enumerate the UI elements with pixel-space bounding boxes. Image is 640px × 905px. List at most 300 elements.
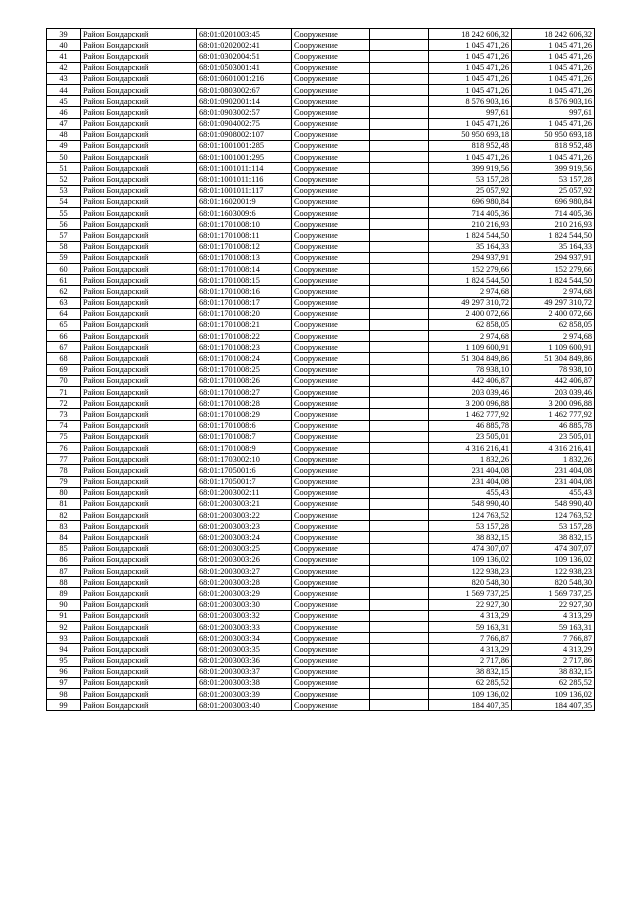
empty-cell — [370, 84, 429, 95]
cadastral-number-cell: 68:01:2003003:39 — [197, 689, 292, 700]
district-cell: Район Бондарский — [81, 532, 197, 543]
value-cell: 8 576 903,16 — [429, 96, 512, 107]
empty-cell — [370, 40, 429, 51]
empty-cell — [370, 286, 429, 297]
row-number: 54 — [47, 196, 81, 207]
table-row — [47, 219, 595, 230]
object-type-cell: Сооружение — [292, 107, 370, 118]
value-cell: 294 937,91 — [429, 252, 512, 263]
cadastral-number-cell: 68:01:1701008:25 — [197, 364, 292, 375]
table-row — [47, 196, 595, 207]
table-row — [47, 554, 595, 565]
cadastral-number-cell: 68:01:2003003:37 — [197, 666, 292, 677]
empty-cell — [370, 677, 429, 688]
value-cell-2: 474 307,07 — [512, 543, 595, 554]
value-cell: 152 279,66 — [429, 263, 512, 274]
value-cell-2: 50 950 693,18 — [512, 129, 595, 140]
table-row — [47, 319, 595, 330]
row-number: 99 — [47, 700, 81, 711]
value-cell: 399 919,56 — [429, 163, 512, 174]
value-cell-2: 2 717,86 — [512, 655, 595, 666]
value-cell-2: 2 974,68 — [512, 286, 595, 297]
value-cell: 4 313,29 — [429, 610, 512, 621]
empty-cell — [370, 420, 429, 431]
value-cell: 184 407,35 — [429, 700, 512, 711]
table-row — [47, 677, 595, 688]
district-cell: Район Бондарский — [81, 196, 197, 207]
district-cell: Район Бондарский — [81, 140, 197, 151]
row-number: 79 — [47, 476, 81, 487]
cadastral-number-cell: 68:01:1701008:11 — [197, 230, 292, 241]
district-cell: Район Бондарский — [81, 666, 197, 677]
value-cell-2: 59 163,31 — [512, 621, 595, 632]
cadastral-number-cell: 68:01:1701008:15 — [197, 275, 292, 286]
value-cell: 23 505,01 — [429, 431, 512, 442]
object-type-cell: Сооружение — [292, 689, 370, 700]
value-cell: 51 304 849,86 — [429, 353, 512, 364]
row-number: 93 — [47, 633, 81, 644]
cadastral-number-cell: 68:01:1701008:13 — [197, 252, 292, 263]
row-number: 59 — [47, 252, 81, 263]
empty-cell — [370, 174, 429, 185]
district-cell: Район Бондарский — [81, 554, 197, 565]
empty-cell — [370, 566, 429, 577]
value-cell: 474 307,07 — [429, 543, 512, 554]
value-cell-2: 1 824 544,50 — [512, 275, 595, 286]
object-type-cell: Сооружение — [292, 577, 370, 588]
row-number: 57 — [47, 230, 81, 241]
object-type-cell: Сооружение — [292, 40, 370, 51]
empty-cell — [370, 644, 429, 655]
cadastral-number-cell: 68:01:1703002:10 — [197, 454, 292, 465]
value-cell: 62 285,52 — [429, 677, 512, 688]
object-type-cell: Сооружение — [292, 308, 370, 319]
row-number: 42 — [47, 62, 81, 73]
row-number: 77 — [47, 454, 81, 465]
row-number: 87 — [47, 566, 81, 577]
empty-cell — [370, 588, 429, 599]
row-number: 72 — [47, 398, 81, 409]
empty-cell — [370, 621, 429, 632]
cadastral-number-cell: 68:01:1701008:16 — [197, 286, 292, 297]
table-row — [47, 297, 595, 308]
row-number: 92 — [47, 621, 81, 632]
value-cell-2: 78 938,10 — [512, 364, 595, 375]
district-cell: Район Бондарский — [81, 40, 197, 51]
district-cell: Район Бондарский — [81, 29, 197, 40]
value-cell: 1 045 471,26 — [429, 40, 512, 51]
row-number: 53 — [47, 185, 81, 196]
value-cell-2: 210 216,93 — [512, 219, 595, 230]
value-cell: 1 462 777,92 — [429, 409, 512, 420]
empty-cell — [370, 73, 429, 84]
value-cell: 442 406,87 — [429, 375, 512, 386]
table-row — [47, 521, 595, 532]
row-number: 66 — [47, 331, 81, 342]
table-row — [47, 107, 595, 118]
table-row — [47, 442, 595, 453]
district-cell: Район Бондарский — [81, 588, 197, 599]
cadastral-number-cell: 68:01:0302004:51 — [197, 51, 292, 62]
object-type-cell: Сооружение — [292, 353, 370, 364]
value-cell: 78 938,10 — [429, 364, 512, 375]
cadastral-number-cell: 68:01:0601001:216 — [197, 73, 292, 84]
object-type-cell: Сооружение — [292, 398, 370, 409]
object-type-cell: Сооружение — [292, 543, 370, 554]
empty-cell — [370, 476, 429, 487]
value-cell: 46 885,78 — [429, 420, 512, 431]
cadastral-number-cell: 68:01:1701008:20 — [197, 308, 292, 319]
row-number: 73 — [47, 409, 81, 420]
empty-cell — [370, 364, 429, 375]
row-number: 82 — [47, 510, 81, 521]
value-cell-2: 109 136,02 — [512, 554, 595, 565]
empty-cell — [370, 454, 429, 465]
empty-cell — [370, 375, 429, 386]
row-number: 48 — [47, 129, 81, 140]
value-cell: 109 136,02 — [429, 689, 512, 700]
value-cell: 1 824 544,50 — [429, 230, 512, 241]
value-cell-2: 4 313,29 — [512, 644, 595, 655]
empty-cell — [370, 208, 429, 219]
cadastral-number-cell: 68:01:1701008:26 — [197, 375, 292, 386]
cadastral-number-cell: 68:01:2003003:23 — [197, 521, 292, 532]
value-cell: 49 297 310,72 — [429, 297, 512, 308]
object-type-cell: Сооружение — [292, 73, 370, 84]
cadastral-number-cell: 68:01:1705001:6 — [197, 465, 292, 476]
empty-cell — [370, 241, 429, 252]
empty-cell — [370, 599, 429, 610]
empty-cell — [370, 230, 429, 241]
cadastral-number-cell: 68:01:1001001:285 — [197, 140, 292, 151]
value-cell: 1 045 471,26 — [429, 152, 512, 163]
row-number: 88 — [47, 577, 81, 588]
table-row — [47, 342, 595, 353]
empty-cell — [370, 331, 429, 342]
cadastral-number-cell: 68:01:2003003:33 — [197, 621, 292, 632]
value-cell-2: 696 980,84 — [512, 196, 595, 207]
table-row — [47, 152, 595, 163]
value-cell-2: 184 407,35 — [512, 700, 595, 711]
row-number: 89 — [47, 588, 81, 599]
value-cell: 1 045 471,26 — [429, 62, 512, 73]
district-cell: Район Бондарский — [81, 353, 197, 364]
value-cell-2: 7 766,87 — [512, 633, 595, 644]
row-number: 91 — [47, 610, 81, 621]
cadastral-number-cell: 68:01:0902001:14 — [197, 96, 292, 107]
empty-cell — [370, 510, 429, 521]
object-type-cell: Сооружение — [292, 230, 370, 241]
value-cell-2: 294 937,91 — [512, 252, 595, 263]
table-row — [47, 610, 595, 621]
object-type-cell: Сооружение — [292, 700, 370, 711]
cadastral-number-cell: 68:01:1701008:27 — [197, 387, 292, 398]
empty-cell — [370, 431, 429, 442]
value-cell: 1 045 471,26 — [429, 118, 512, 129]
object-type-cell: Сооружение — [292, 510, 370, 521]
district-cell: Район Бондарский — [81, 319, 197, 330]
empty-cell — [370, 275, 429, 286]
table-row — [47, 163, 595, 174]
empty-cell — [370, 297, 429, 308]
row-number: 70 — [47, 375, 81, 386]
table-row — [47, 308, 595, 319]
table-row — [47, 543, 595, 554]
value-cell-2: 62 858,05 — [512, 319, 595, 330]
cadastral-number-cell: 68:01:2003002:11 — [197, 487, 292, 498]
value-cell-2: 152 279,66 — [512, 263, 595, 274]
value-cell: 50 950 693,18 — [429, 129, 512, 140]
row-number: 90 — [47, 599, 81, 610]
object-type-cell: Сооружение — [292, 297, 370, 308]
value-cell-2: 1 045 471,26 — [512, 62, 595, 73]
object-type-cell: Сооружение — [292, 498, 370, 509]
district-cell: Район Бондарский — [81, 689, 197, 700]
object-type-cell: Сооружение — [292, 610, 370, 621]
value-cell: 18 242 606,32 — [429, 29, 512, 40]
value-cell: 2 974,68 — [429, 286, 512, 297]
cadastral-number-cell: 68:01:0201003:45 — [197, 29, 292, 40]
value-cell-2: 1 569 737,25 — [512, 588, 595, 599]
empty-cell — [370, 666, 429, 677]
district-cell: Район Бондарский — [81, 129, 197, 140]
value-cell-2: 122 938,23 — [512, 566, 595, 577]
table-row — [47, 398, 595, 409]
district-cell: Район Бондарский — [81, 398, 197, 409]
value-cell-2: 35 164,33 — [512, 241, 595, 252]
property-table — [46, 28, 595, 711]
cadastral-number-cell: 68:01:1701008:12 — [197, 241, 292, 252]
row-number: 45 — [47, 96, 81, 107]
district-cell: Район Бондарский — [81, 51, 197, 62]
value-cell-2: 2 974,68 — [512, 331, 595, 342]
value-cell-2: 18 242 606,32 — [512, 29, 595, 40]
empty-cell — [370, 521, 429, 532]
cadastral-number-cell: 68:01:2003003:40 — [197, 700, 292, 711]
district-cell: Район Бондарский — [81, 498, 197, 509]
cadastral-number-cell: 68:01:2003003:27 — [197, 566, 292, 577]
district-cell: Район Бондарский — [81, 655, 197, 666]
district-cell: Район Бондарский — [81, 331, 197, 342]
cadastral-number-cell: 68:01:1701008:10 — [197, 219, 292, 230]
district-cell: Район Бондарский — [81, 174, 197, 185]
value-cell: 25 057,92 — [429, 185, 512, 196]
district-cell: Район Бондарский — [81, 107, 197, 118]
row-number: 64 — [47, 308, 81, 319]
empty-cell — [370, 442, 429, 453]
row-number: 74 — [47, 420, 81, 431]
object-type-cell: Сооружение — [292, 644, 370, 655]
district-cell: Район Бондарский — [81, 163, 197, 174]
table-row — [47, 532, 595, 543]
empty-cell — [370, 498, 429, 509]
value-cell-2: 231 404,08 — [512, 465, 595, 476]
row-number: 76 — [47, 442, 81, 453]
value-cell-2: 109 136,02 — [512, 689, 595, 700]
table-row — [47, 118, 595, 129]
value-cell-2: 49 297 310,72 — [512, 297, 595, 308]
district-cell: Район Бондарский — [81, 431, 197, 442]
table-row — [47, 375, 595, 386]
value-cell-2: 203 039,46 — [512, 387, 595, 398]
row-number: 47 — [47, 118, 81, 129]
value-cell-2: 25 057,92 — [512, 185, 595, 196]
object-type-cell: Сооружение — [292, 666, 370, 677]
table-row — [47, 588, 595, 599]
object-type-cell: Сооружение — [292, 129, 370, 140]
object-type-cell: Сооружение — [292, 521, 370, 532]
cadastral-number-cell: 68:01:0908002:107 — [197, 129, 292, 140]
empty-cell — [370, 29, 429, 40]
row-number: 50 — [47, 152, 81, 163]
object-type-cell: Сооружение — [292, 252, 370, 263]
value-cell-2: 53 157,28 — [512, 521, 595, 532]
table-row — [47, 599, 595, 610]
table-row — [47, 96, 595, 107]
object-type-cell: Сооружение — [292, 621, 370, 632]
row-number: 56 — [47, 219, 81, 230]
district-cell: Район Бондарский — [81, 219, 197, 230]
value-cell: 38 832,15 — [429, 532, 512, 543]
empty-cell — [370, 62, 429, 73]
table-row — [47, 621, 595, 632]
table-row — [47, 62, 595, 73]
table-row — [47, 454, 595, 465]
table-row — [47, 185, 595, 196]
empty-cell — [370, 342, 429, 353]
value-cell-2: 1 045 471,26 — [512, 118, 595, 129]
value-cell: 53 157,28 — [429, 521, 512, 532]
value-cell-2: 442 406,87 — [512, 375, 595, 386]
object-type-cell: Сооружение — [292, 118, 370, 129]
empty-cell — [370, 196, 429, 207]
object-type-cell: Сооружение — [292, 532, 370, 543]
value-cell-2: 820 548,30 — [512, 577, 595, 588]
empty-cell — [370, 633, 429, 644]
object-type-cell: Сооружение — [292, 420, 370, 431]
table-row — [47, 241, 595, 252]
row-number: 96 — [47, 666, 81, 677]
value-cell: 1 832,26 — [429, 454, 512, 465]
empty-cell — [370, 308, 429, 319]
district-cell: Район Бондарский — [81, 521, 197, 532]
empty-cell — [370, 219, 429, 230]
district-cell: Район Бондарский — [81, 275, 197, 286]
object-type-cell: Сооружение — [292, 442, 370, 453]
cadastral-number-cell: 68:01:1001011:116 — [197, 174, 292, 185]
empty-cell — [370, 610, 429, 621]
empty-cell — [370, 96, 429, 107]
district-cell: Район Бондарский — [81, 610, 197, 621]
cadastral-number-cell: 68:01:2003003:28 — [197, 577, 292, 588]
value-cell: 1 045 471,26 — [429, 73, 512, 84]
empty-cell — [370, 185, 429, 196]
object-type-cell: Сооружение — [292, 364, 370, 375]
object-type-cell: Сооружение — [292, 487, 370, 498]
value-cell-2: 4 313,29 — [512, 610, 595, 621]
district-cell: Район Бондарский — [81, 208, 197, 219]
value-cell: 2 400 072,66 — [429, 308, 512, 319]
cadastral-number-cell: 68:01:1701008:17 — [197, 297, 292, 308]
value-cell: 455,43 — [429, 487, 512, 498]
row-number: 46 — [47, 107, 81, 118]
row-number: 52 — [47, 174, 81, 185]
object-type-cell: Сооружение — [292, 208, 370, 219]
empty-cell — [370, 554, 429, 565]
table-row — [47, 129, 595, 140]
value-cell-2: 231 404,08 — [512, 476, 595, 487]
row-number: 81 — [47, 498, 81, 509]
object-type-cell: Сооружение — [292, 599, 370, 610]
cadastral-number-cell: 68:01:1701008:21 — [197, 319, 292, 330]
value-cell-2: 23 505,01 — [512, 431, 595, 442]
table-row — [47, 40, 595, 51]
empty-cell — [370, 577, 429, 588]
value-cell-2: 714 405,36 — [512, 208, 595, 219]
cadastral-number-cell: 68:01:0202002:41 — [197, 40, 292, 51]
row-number: 85 — [47, 543, 81, 554]
row-number: 80 — [47, 487, 81, 498]
row-number: 67 — [47, 342, 81, 353]
table-row — [47, 420, 595, 431]
object-type-cell: Сооружение — [292, 409, 370, 420]
row-number: 61 — [47, 275, 81, 286]
object-type-cell: Сооружение — [292, 331, 370, 342]
row-number: 49 — [47, 140, 81, 151]
object-type-cell: Сооружение — [292, 588, 370, 599]
district-cell: Район Бондарский — [81, 308, 197, 319]
cadastral-number-cell: 68:01:1701008:23 — [197, 342, 292, 353]
row-number: 41 — [47, 51, 81, 62]
empty-cell — [370, 689, 429, 700]
value-cell-2: 455,43 — [512, 487, 595, 498]
value-cell: 231 404,08 — [429, 476, 512, 487]
row-number: 55 — [47, 208, 81, 219]
empty-cell — [370, 543, 429, 554]
empty-cell — [370, 252, 429, 263]
value-cell: 122 938,23 — [429, 566, 512, 577]
empty-cell — [370, 409, 429, 420]
district-cell: Район Бондарский — [81, 297, 197, 308]
table-row — [47, 230, 595, 241]
district-cell: Район Бондарский — [81, 375, 197, 386]
district-cell: Район Бондарский — [81, 364, 197, 375]
table-row — [47, 633, 595, 644]
table-row — [47, 84, 595, 95]
table-row — [47, 208, 595, 219]
value-cell: 997,61 — [429, 107, 512, 118]
value-cell-2: 22 927,30 — [512, 599, 595, 610]
value-cell-2: 1 045 471,26 — [512, 84, 595, 95]
value-cell-2: 38 832,15 — [512, 666, 595, 677]
value-cell: 4 316 216,41 — [429, 442, 512, 453]
object-type-cell: Сооружение — [292, 140, 370, 151]
table-row — [47, 252, 595, 263]
value-cell-2: 818 952,48 — [512, 140, 595, 151]
district-cell: Район Бондарский — [81, 118, 197, 129]
object-type-cell: Сооружение — [292, 476, 370, 487]
object-type-cell: Сооружение — [292, 219, 370, 230]
district-cell: Район Бондарский — [81, 252, 197, 263]
value-cell-2: 997,61 — [512, 107, 595, 118]
empty-cell — [370, 398, 429, 409]
value-cell-2: 1 045 471,26 — [512, 152, 595, 163]
row-number: 69 — [47, 364, 81, 375]
empty-cell — [370, 487, 429, 498]
cadastral-number-cell: 68:01:2003003:24 — [197, 532, 292, 543]
object-type-cell: Сооружение — [292, 163, 370, 174]
row-number: 71 — [47, 387, 81, 398]
